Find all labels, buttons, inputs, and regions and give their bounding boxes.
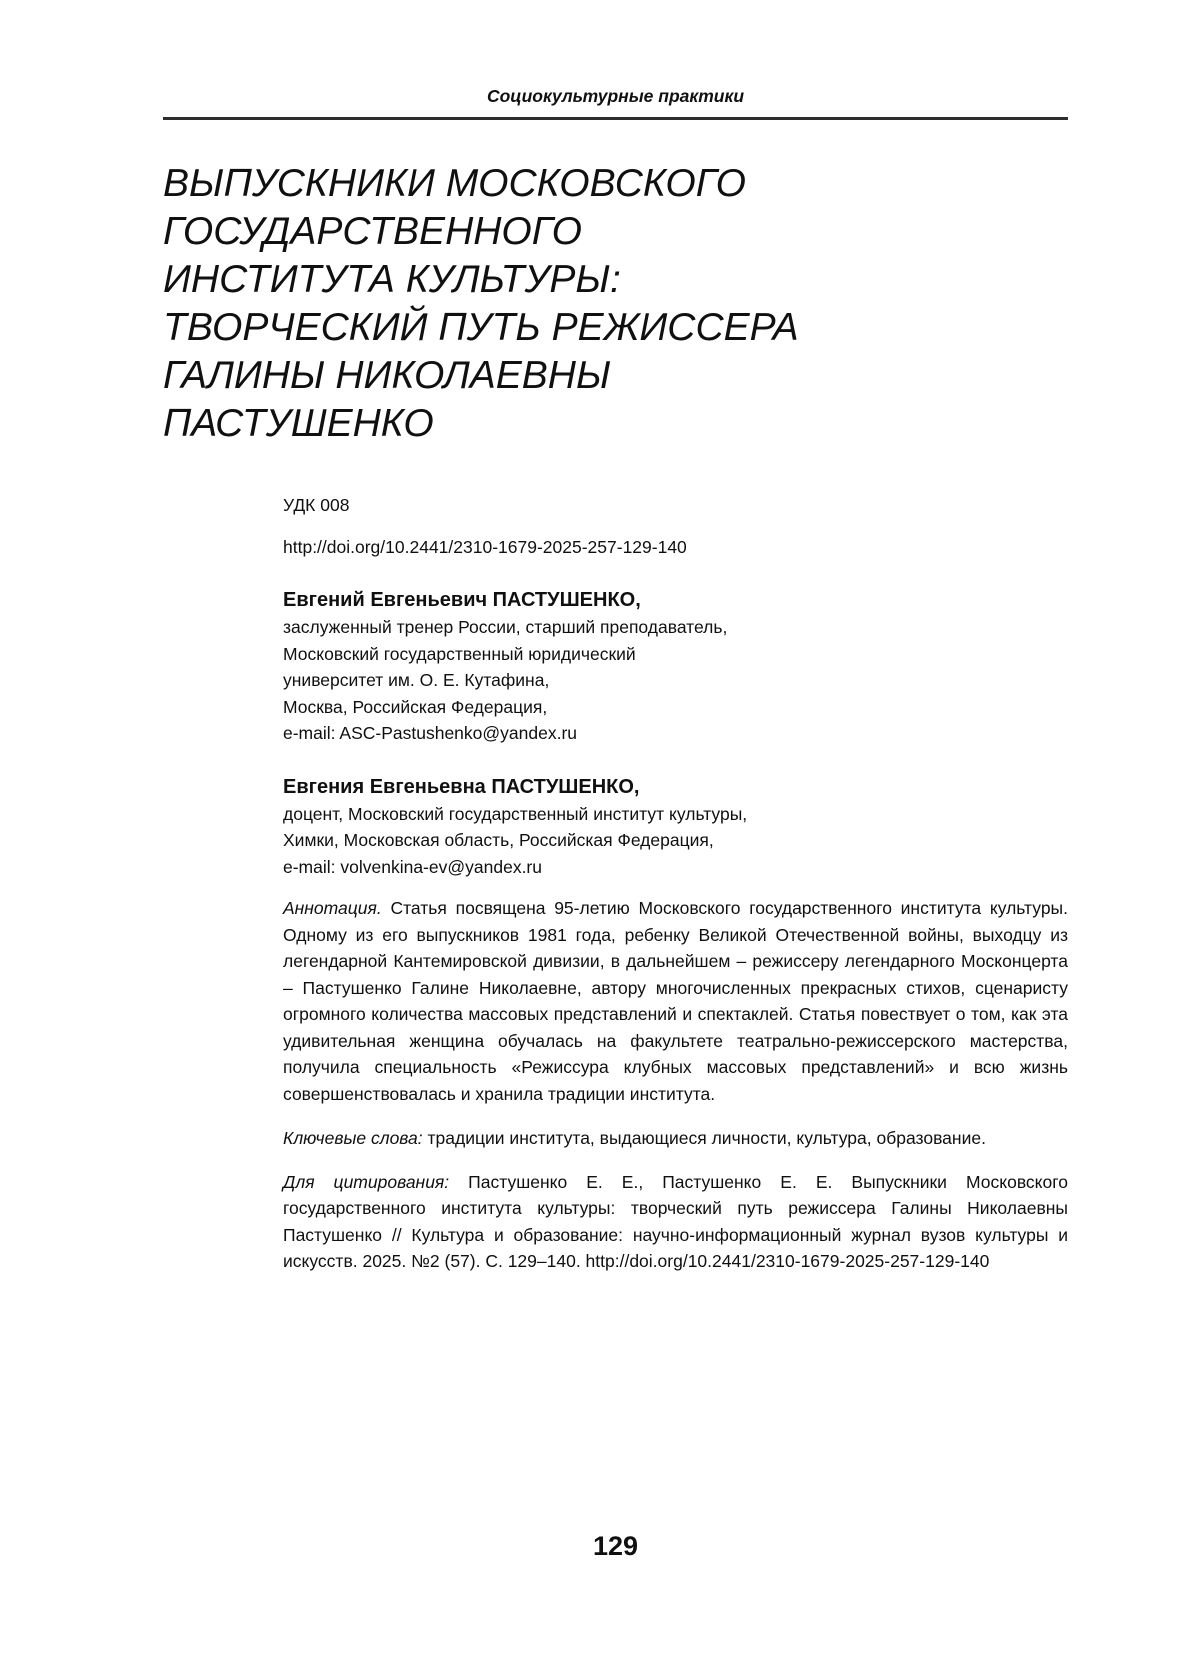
abstract-paragraph [283, 895, 1068, 1107]
title-line: ГОСУДАРСТВЕННОГО [163, 210, 582, 253]
title-line: ТВОРЧЕСКИЙ ПУТЬ РЕЖИССЕРА [163, 306, 799, 349]
page-number: 129 [592, 1531, 639, 1561]
title-line: ПАСТУШЕНКО [163, 402, 434, 445]
journal-section-header: Социокультурные практики [486, 86, 745, 106]
author-email: e-mail: ASC-Pastushenko@yandex.ru [283, 723, 578, 743]
author-affiliation-line: Химки, Московская область, Российская Федерация, [283, 830, 714, 850]
title-line: ГАЛИНЫ НИКОЛАЕВНЫ [163, 354, 611, 397]
author-name: Евгения Евгеньевна ПАСТУШЕНКО, [283, 775, 640, 798]
keywords-label: Ключевые слова: [283, 1127, 423, 1148]
author-name: Евгений Евгеньевич ПАСТУШЕНКО, [283, 589, 641, 611]
header-rule [163, 117, 1068, 120]
title-line: ВЫПУСКНИКИ МОСКОВСКОГО [163, 162, 747, 205]
author-block [283, 586, 1068, 747]
author-affiliation-line: доцент, Московский государственный институт культуры, [283, 803, 748, 824]
citation-text: Пастушенко Е. Е., Пастушенко Е. Е. Выпускники Московского государственного института культуры: творческий путь режиссера Галины Николаевны Пастушенко // Культура и образование: научно-информационный журнал вузов культуры и искусств. 2025. №2 (57). С. 129–140. http://doi.org/10.2441/2310-1679-2025-257-129-140 [283, 1171, 1068, 1271]
citation-paragraph [283, 1169, 1068, 1275]
abstract-label: Аннотация. [283, 898, 382, 918]
author-affiliation-line: Москва, Российская Федерация, [283, 696, 548, 717]
author-affiliation-line: университет им. О. Е. Кутафина, [283, 670, 550, 690]
doi-text: http://doi.org/10.2441/2310-1679-2025-257-129-140 [283, 536, 687, 557]
article-title [163, 160, 1068, 448]
udc-code: УДК 008 [283, 495, 350, 515]
abstract-text: Статья посвящена 95-летию Московского государственного института культуры. Одному из его выпускников 1981 года, ребенку Великой Отечественной войны, выходцу из легендарной Кантемировской дивизии, в дальнейшем – режиссеру легендарного Москонцерта – Пастушенко Галине Николаевне, автору многочисленных прекрасных стихов, сценаристу огромного количества массовых представлений и спектаклей. Статья повествует о том, как эта удивительная женщина обучалась на факультете театрально-режиссерского мастерства, получила специальность «Режиссура клубных массовых представлений» и всю жизнь совершенствовалась и хранила традиции института. [283, 898, 1068, 1104]
keywords-text: традиции института, выдающиеся личности, культура, образование. [427, 1127, 986, 1148]
keywords-paragraph [283, 1125, 1068, 1152]
author-email: e-mail: volvenkina-ev@yandex.ru [283, 856, 542, 877]
author-affiliation-line: Московский государственный юридический [283, 643, 636, 664]
author-block [283, 773, 1068, 881]
article-meta-block [283, 492, 1068, 1275]
citation-label: Для цитирования: [283, 1171, 450, 1192]
author-affiliation-line: заслуженный тренер России, старший преподаватель, [283, 617, 728, 637]
title-line: ИНСТИТУТА КУЛЬТУРЫ: [163, 258, 621, 301]
